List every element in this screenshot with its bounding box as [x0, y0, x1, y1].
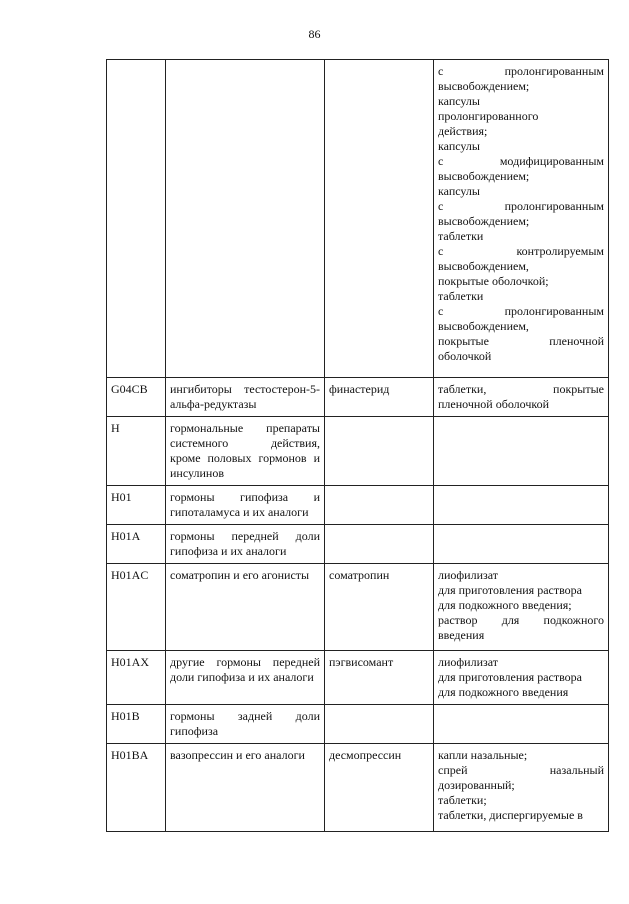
dosage-form-line: капсулы — [438, 139, 480, 153]
drug-classification-table — [106, 59, 609, 832]
inn-cell — [325, 486, 434, 525]
group-name-cell — [166, 651, 325, 705]
dosage-form-line: таблетки — [438, 229, 484, 243]
dosage-form-line: покрытые пленочной — [438, 334, 604, 348]
atc-code-cell: G04CB — [107, 378, 166, 417]
dosage-form-cell — [434, 525, 609, 564]
table-row — [107, 651, 609, 705]
dosage-form-cell — [434, 486, 609, 525]
atc-code-cell: H01 — [107, 486, 166, 525]
group-name-cell — [166, 564, 325, 651]
group-name-cell — [166, 417, 325, 486]
group-name-cell — [166, 378, 325, 417]
dosage-form-cell — [434, 744, 609, 832]
atc-code-cell: H01B — [107, 705, 166, 744]
atc-code-cell — [107, 60, 166, 378]
group-name-line: другие гормоны передней — [170, 655, 320, 669]
atc-code-cell: H01BA — [107, 744, 166, 832]
dosage-form-line: с контролируемым — [438, 244, 604, 258]
group-name-line: системного действия, — [170, 436, 320, 450]
table-row — [107, 378, 609, 417]
group-name-line: гормоны задней доли — [170, 709, 320, 723]
dosage-form-line: для подкожного введения — [438, 685, 569, 699]
dosage-form-line: высвобождением; — [438, 79, 530, 93]
inn-cell: пэгвисомант — [325, 651, 434, 705]
dosage-form-line: капсулы — [438, 184, 480, 198]
atc-code-cell: H — [107, 417, 166, 486]
dosage-form-line: таблетки, диспергируемые в — [438, 808, 583, 822]
dosage-form-cell — [434, 705, 609, 744]
dosage-form-cell — [434, 417, 609, 486]
dosage-form-line: спрей назальный — [438, 763, 604, 777]
table-row — [107, 564, 609, 651]
table-row — [107, 417, 609, 486]
group-name-line: гормоны гипофиза и — [170, 490, 320, 504]
atc-code-cell: H01AC — [107, 564, 166, 651]
dosage-form-line: для приготовления раствора — [438, 670, 582, 684]
group-name-line: гормональные препараты — [170, 421, 320, 435]
dosage-form-line: оболочкой — [438, 349, 492, 363]
group-name-cell — [166, 486, 325, 525]
atc-code-cell: H01A — [107, 525, 166, 564]
atc-code-cell: H01AX — [107, 651, 166, 705]
group-name-line: альфа-редуктазы — [170, 397, 257, 411]
group-name-line: вазопрессин и его аналоги — [170, 748, 305, 762]
dosage-form-line: дозированный; — [438, 778, 515, 792]
dosage-form-line: пленочной оболочкой — [438, 397, 550, 411]
inn-cell — [325, 705, 434, 744]
table-body — [107, 60, 609, 832]
group-name-line: гипофиза и их аналоги — [170, 544, 287, 558]
dosage-form-cell — [434, 378, 609, 417]
dosage-form-line: таблетки; — [438, 793, 487, 807]
dosage-form-cell — [434, 564, 609, 651]
dosage-form-line: введения — [438, 628, 485, 642]
table-row — [107, 525, 609, 564]
dosage-form-line: покрытые оболочкой; — [438, 274, 549, 288]
inn-cell — [325, 417, 434, 486]
dosage-form-line: пролонгированного — [438, 109, 539, 123]
dosage-form-line: с пролонгированным — [438, 199, 604, 213]
dosage-form-cell — [434, 651, 609, 705]
group-name-cell — [166, 744, 325, 832]
dosage-form-line: таблетки, покрытые — [438, 382, 604, 396]
dosage-form-line: для подкожного введения; — [438, 598, 572, 612]
dosage-form-line: высвобождением; — [438, 169, 530, 183]
inn-cell — [325, 525, 434, 564]
dosage-form-line: высвобождением, — [438, 319, 529, 333]
table-row — [107, 60, 609, 378]
group-name-line: гипофиза — [170, 724, 219, 738]
group-name-line: доли гипофиза и их аналоги — [170, 670, 314, 684]
inn-cell: соматропин — [325, 564, 434, 651]
group-name-line: инсулинов — [170, 466, 224, 480]
group-name-line: ингибиторы тестостерон-5- — [170, 382, 320, 396]
dosage-form-line: лиофилизат — [438, 655, 499, 669]
table-row — [107, 744, 609, 832]
dosage-form-line: с модифицированным — [438, 154, 604, 168]
dosage-form-line: действия; — [438, 124, 488, 138]
table-row — [107, 486, 609, 525]
dosage-form-line: высвобождением; — [438, 214, 530, 228]
dosage-form-line: лиофилизат — [438, 568, 499, 582]
table-row — [107, 705, 609, 744]
dosage-form-line: для приготовления раствора — [438, 583, 582, 597]
inn-cell: десмопрессин — [325, 744, 434, 832]
dosage-form-line: капли назальные; — [438, 748, 528, 762]
group-name-cell — [166, 705, 325, 744]
dosage-form-line: таблетки — [438, 289, 484, 303]
group-name-cell — [166, 525, 325, 564]
dosage-form-cell — [434, 60, 609, 378]
dosage-form-line: с пролонгированным — [438, 304, 604, 318]
page-number: 86 — [308, 27, 321, 41]
group-name-cell — [166, 60, 325, 378]
group-name-line: кроме половых гормонов и — [170, 451, 320, 465]
dosage-form-line: с пролонгированным — [438, 64, 604, 78]
dosage-form-line: высвобождением, — [438, 259, 529, 273]
inn-cell: финастерид — [325, 378, 434, 417]
dosage-form-line: раствор для подкожного — [438, 613, 604, 627]
group-name-line: гипоталамуса и их аналоги — [170, 505, 309, 519]
dosage-form-line: капсулы — [438, 94, 480, 108]
group-name-line: соматропин и его агонисты — [170, 568, 310, 582]
group-name-line: гормоны передней доли — [170, 529, 320, 543]
inn-cell — [325, 60, 434, 378]
